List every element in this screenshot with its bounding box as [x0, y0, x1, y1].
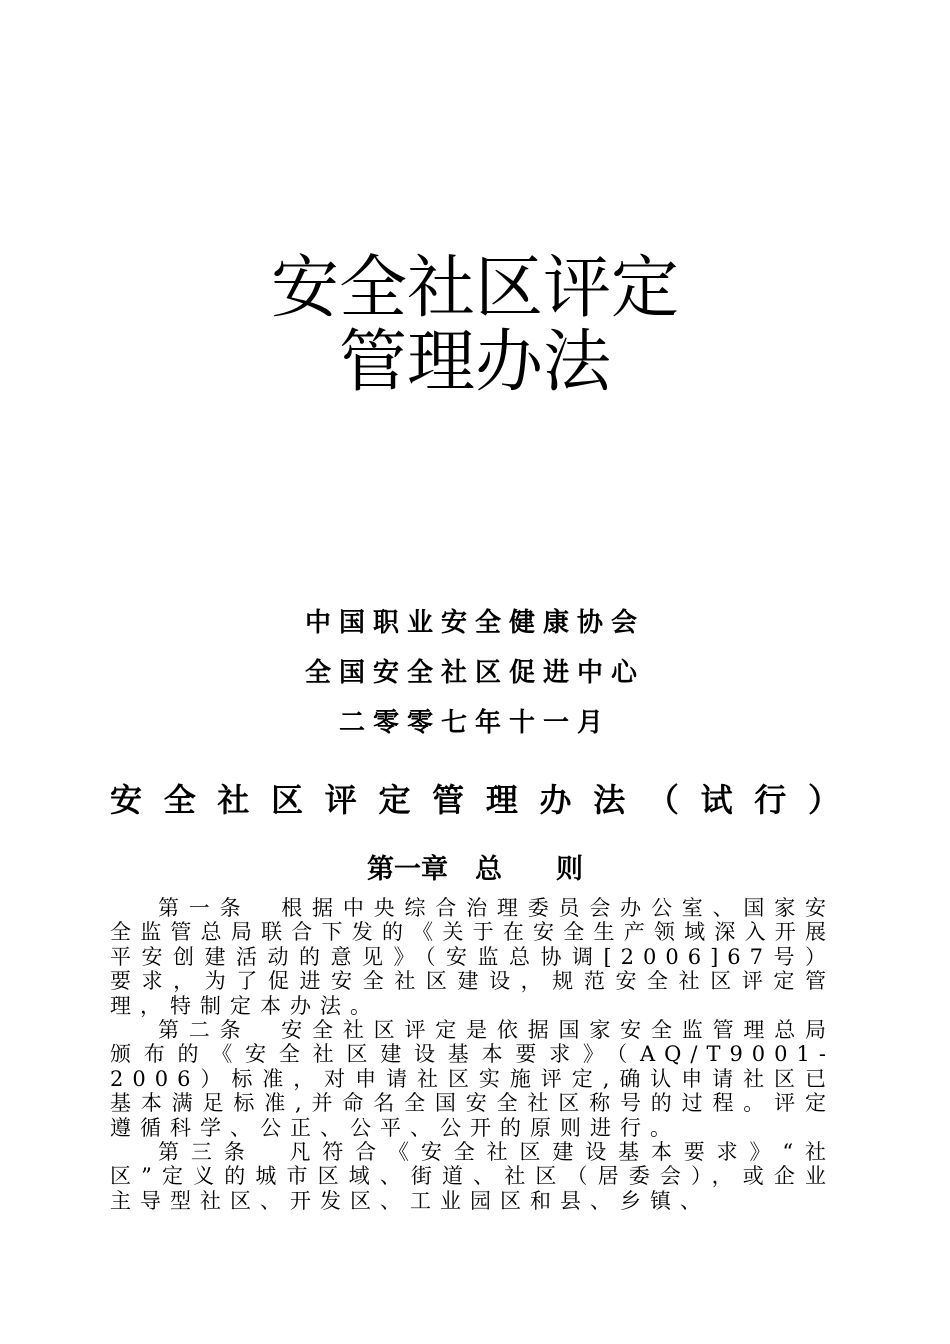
document-title: 安全社区评定管理办法（试行）: [110, 781, 840, 819]
article-1: 第一条 根据中央综合治理委员会办公室、国家安全监管总局联合下发的《关于在安全生产领域深入开展平安创建活动的意见》（安监总协调[2006]67号）要求，为了促进安全社区建设，规范安全社区评定管理，特制定本办法。: [110, 896, 835, 1018]
issue-date: 二零零七年十一月: [338, 708, 611, 738]
cover-title-line2: 管理办法: [338, 323, 611, 402]
issuing-organization-1: 中国职业安全健康协会: [304, 608, 645, 638]
issuing-organization-2: 全国安全社区促进中心: [304, 658, 645, 688]
article-body: [110, 896, 835, 1213]
chapter-heading: 第一章 总 则: [367, 854, 583, 885]
article-3: 第三条 凡符合《安全社区建设基本要求》“社区”定义的城市区域、街道、社区（居委会），或企业主导型社区、开发区、工业园区和县、乡镇、: [110, 1140, 835, 1213]
article-2: 第二条 安全社区评定是依据国家安全监管理总局颁布的《安全社区建设基本要求》（AQ/T9001-2006）标准，对申请社区实施评定,确认申请社区已基本满足标准,并命名全国安全社区称号的过程。评定遵循科学、公正、公平、公开的原则进行。: [110, 1018, 835, 1140]
cover-title-line1: 安全社区评定: [270, 249, 679, 328]
